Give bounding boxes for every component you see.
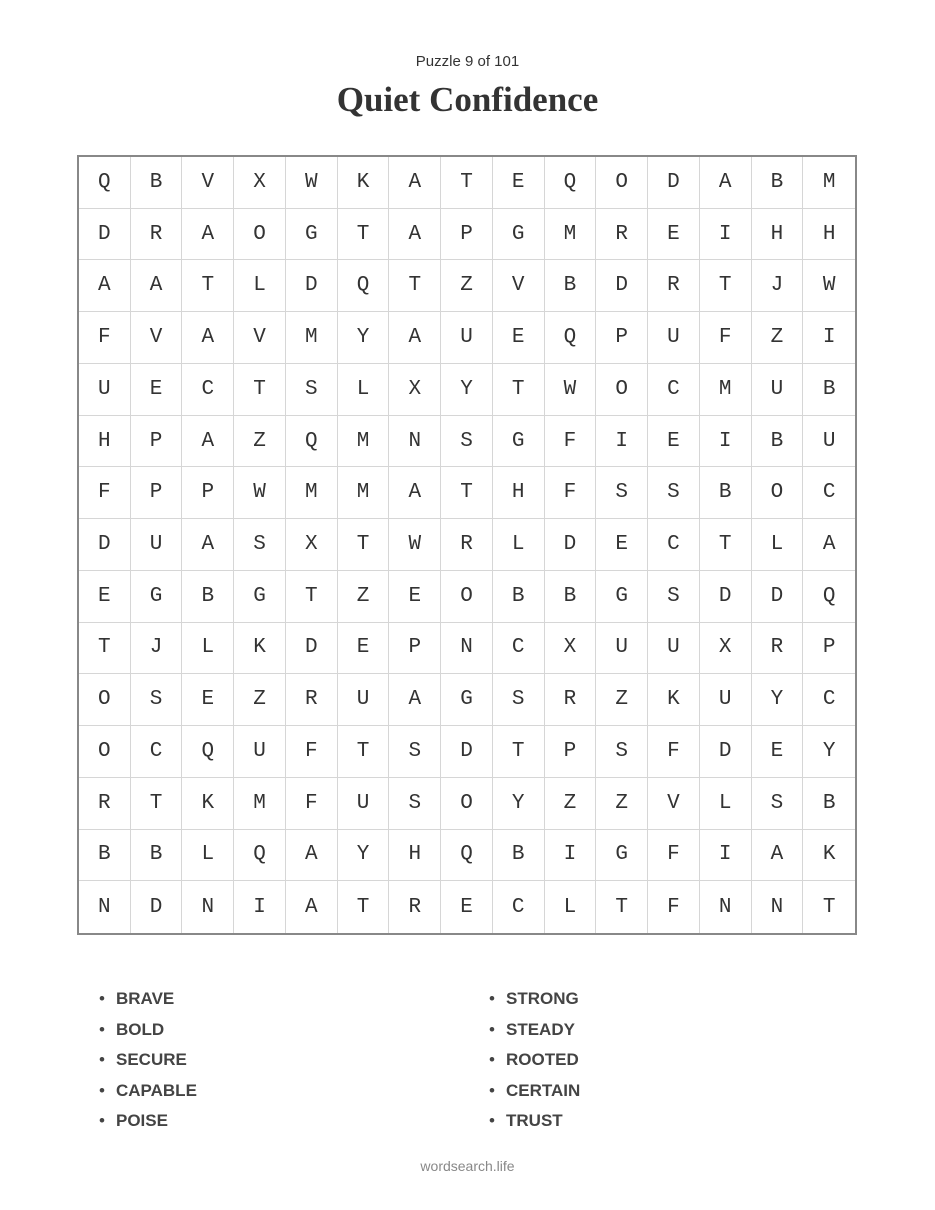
grid-cell: D xyxy=(286,623,338,675)
grid-cell: Y xyxy=(338,312,390,364)
grid-cell: K xyxy=(648,674,700,726)
grid-cell: Q xyxy=(338,260,390,312)
grid-cell: M xyxy=(803,157,855,209)
grid-cell: S xyxy=(441,416,493,468)
grid-cell: M xyxy=(700,364,752,416)
grid-cell: V xyxy=(131,312,183,364)
grid-cell: I xyxy=(700,209,752,261)
bullet-icon: • xyxy=(489,1080,495,1100)
grid-cell: A xyxy=(389,312,441,364)
grid-cell: V xyxy=(234,312,286,364)
grid-cell: R xyxy=(648,260,700,312)
grid-cell: Q xyxy=(79,157,131,209)
grid-cell: T xyxy=(441,467,493,519)
grid-cell: K xyxy=(803,830,855,882)
grid-cell: T xyxy=(338,881,390,933)
grid-cell: E xyxy=(493,157,545,209)
grid-cell: D xyxy=(79,519,131,571)
bullet-icon: • xyxy=(99,1019,105,1039)
grid-cell: S xyxy=(493,674,545,726)
grid-cell: R xyxy=(441,519,493,571)
grid-cell: D xyxy=(79,209,131,261)
bullet-icon: • xyxy=(489,1111,495,1130)
grid-cell: K xyxy=(234,623,286,675)
grid-cell: L xyxy=(338,364,390,416)
grid-cell: T xyxy=(338,519,390,571)
grid-cell: B xyxy=(131,830,183,882)
grid-cell: A xyxy=(286,881,338,933)
word-list-right xyxy=(489,985,580,1138)
grid-cell: I xyxy=(700,416,752,468)
grid-cell: D xyxy=(648,157,700,209)
grid-cell: B xyxy=(79,830,131,882)
grid-cell: Z xyxy=(234,674,286,726)
grid-cell: H xyxy=(79,416,131,468)
grid-cell: V xyxy=(648,778,700,830)
grid-cell: Q xyxy=(234,830,286,882)
grid-cell: T xyxy=(131,778,183,830)
grid-cell: L xyxy=(545,881,597,933)
grid-cell: X xyxy=(700,623,752,675)
grid-cell: U xyxy=(752,364,804,416)
word-text: BOLD xyxy=(116,1019,165,1039)
grid-cell: O xyxy=(752,467,804,519)
grid-cell: F xyxy=(648,881,700,933)
grid-cell: M xyxy=(286,312,338,364)
grid-cell: W xyxy=(803,260,855,312)
grid-cell: T xyxy=(286,571,338,623)
grid-cell: U xyxy=(441,312,493,364)
grid-cell: T xyxy=(338,726,390,778)
page-title: Quiet Confidence xyxy=(336,80,599,119)
grid-cell: E xyxy=(389,571,441,623)
grid-cell: R xyxy=(752,623,804,675)
grid-cell: L xyxy=(493,519,545,571)
grid-cell: F xyxy=(648,726,700,778)
grid-cell: L xyxy=(234,260,286,312)
grid-cell: D xyxy=(441,726,493,778)
grid-cell: S xyxy=(596,467,648,519)
grid-cell: F xyxy=(700,312,752,364)
grid-cell: S xyxy=(648,467,700,519)
grid-cell: P xyxy=(545,726,597,778)
grid-cell: T xyxy=(493,726,545,778)
grid-cell: U xyxy=(338,778,390,830)
grid-cell: A xyxy=(389,674,441,726)
word-list-item xyxy=(489,1107,580,1138)
grid-cell: E xyxy=(182,674,234,726)
grid-cell: V xyxy=(182,157,234,209)
grid-cell: D xyxy=(596,260,648,312)
grid-cell: T xyxy=(389,260,441,312)
grid-cell: S xyxy=(286,364,338,416)
grid-cell: Q xyxy=(545,157,597,209)
grid-cell: D xyxy=(700,726,752,778)
grid-cell: R xyxy=(286,674,338,726)
word-text: BRAVE xyxy=(116,989,175,1008)
grid-cell: G xyxy=(596,571,648,623)
grid-cell: P xyxy=(131,416,183,468)
word-text: STRONG xyxy=(506,989,579,1008)
grid-cell: P xyxy=(441,209,493,261)
grid-cell: E xyxy=(441,881,493,933)
word-text: CERTAIN xyxy=(506,1080,581,1100)
grid-cell: C xyxy=(493,623,545,675)
grid-cell: A xyxy=(389,209,441,261)
footer-site: wordsearch.life xyxy=(420,1158,515,1174)
grid-cell: F xyxy=(545,467,597,519)
grid-cell: F xyxy=(79,312,131,364)
grid-cell: Q xyxy=(182,726,234,778)
letter-grid xyxy=(77,155,857,935)
grid-cell: S xyxy=(648,571,700,623)
grid-cell: C xyxy=(648,364,700,416)
grid-cell: L xyxy=(182,623,234,675)
word-text: SECURE xyxy=(116,1050,187,1069)
grid-cell: P xyxy=(389,623,441,675)
grid-cell: P xyxy=(182,467,234,519)
bullet-icon: • xyxy=(99,1111,105,1130)
grid-cell: H xyxy=(389,830,441,882)
grid-cell: F xyxy=(648,830,700,882)
grid-cell: D xyxy=(131,881,183,933)
grid-cell: C xyxy=(803,674,855,726)
bullet-icon: • xyxy=(99,989,105,1008)
grid-cell: O xyxy=(441,571,493,623)
grid-cell: B xyxy=(752,157,804,209)
grid-cell: F xyxy=(79,467,131,519)
grid-cell: U xyxy=(700,674,752,726)
puzzle-number: Puzzle 9 of 101 xyxy=(415,53,520,70)
grid-cell: N xyxy=(389,416,441,468)
grid-cell: X xyxy=(234,157,286,209)
grid-cell: B xyxy=(545,571,597,623)
bullet-icon: • xyxy=(489,1019,495,1039)
grid-cell: E xyxy=(752,726,804,778)
grid-cell: T xyxy=(441,157,493,209)
grid-cell: T xyxy=(700,260,752,312)
grid-cell: S xyxy=(389,726,441,778)
grid-cell: S xyxy=(596,726,648,778)
grid-cell: B xyxy=(545,260,597,312)
word-list-item xyxy=(99,1016,197,1047)
grid-cell: A xyxy=(700,157,752,209)
grid-cell: B xyxy=(493,830,545,882)
grid-cell: L xyxy=(182,830,234,882)
grid-cell: I xyxy=(545,830,597,882)
grid-cell: U xyxy=(79,364,131,416)
grid-cell: S xyxy=(131,674,183,726)
grid-cell: A xyxy=(182,209,234,261)
grid-cell: F xyxy=(286,726,338,778)
grid-cell: P xyxy=(131,467,183,519)
grid-cell: A xyxy=(389,467,441,519)
word-list-left xyxy=(99,985,197,1138)
grid-cell: T xyxy=(822,895,836,919)
grid-cell: T xyxy=(338,209,390,261)
grid-cell: Y xyxy=(338,830,390,882)
grid-cell: Q xyxy=(441,830,493,882)
grid-cell: S xyxy=(389,778,441,830)
grid-cell: S xyxy=(752,778,804,830)
grid-cell: X xyxy=(286,519,338,571)
grid-cell: G xyxy=(596,830,648,882)
grid-cell: E xyxy=(648,416,700,468)
grid-cell: Z xyxy=(441,260,493,312)
grid-cell: W xyxy=(286,157,338,209)
grid-cell: A xyxy=(131,260,183,312)
grid-cell: X xyxy=(545,623,597,675)
grid-cell: Y xyxy=(803,726,855,778)
word-list-item xyxy=(489,985,580,1016)
grid-cell: R xyxy=(79,778,131,830)
grid-cell: W xyxy=(234,467,286,519)
grid-cell: E xyxy=(648,209,700,261)
grid-cell: G xyxy=(493,209,545,261)
grid-cell: H xyxy=(803,209,855,261)
grid-cell: I xyxy=(803,312,855,364)
grid-cell: O xyxy=(441,778,493,830)
grid-cell: I xyxy=(596,416,648,468)
grid-cell: M xyxy=(338,467,390,519)
grid-cell: A xyxy=(803,519,855,571)
word-list-item xyxy=(99,1077,197,1108)
grid-cell: M xyxy=(286,467,338,519)
grid-cell: Z xyxy=(234,416,286,468)
grid-cell: G xyxy=(234,571,286,623)
grid-cell: B xyxy=(182,571,234,623)
grid-cell: O xyxy=(596,157,648,209)
word-list-item xyxy=(99,1046,197,1077)
grid-cell: A xyxy=(752,830,804,882)
grid-cell: B xyxy=(493,571,545,623)
grid-cell: A xyxy=(389,157,441,209)
grid-cell: U xyxy=(648,312,700,364)
bullet-icon: • xyxy=(99,1080,105,1100)
grid-cell: B xyxy=(803,364,855,416)
grid-cell: O xyxy=(79,726,131,778)
grid-cell: B xyxy=(752,416,804,468)
grid-cell: F xyxy=(286,778,338,830)
grid-cell: F xyxy=(545,416,597,468)
grid-cell: N xyxy=(441,623,493,675)
grid-cell: H xyxy=(493,467,545,519)
word-text: TRUST xyxy=(506,1111,563,1130)
grid-cell: T xyxy=(596,881,648,933)
grid-cell: O xyxy=(596,364,648,416)
grid-cell: W xyxy=(545,364,597,416)
grid-cell: B xyxy=(131,157,183,209)
grid-cell: T xyxy=(79,623,131,675)
grid-cell: U xyxy=(596,623,648,675)
grid-cell: N xyxy=(182,881,234,933)
word-list-item xyxy=(99,1107,197,1138)
grid-cell: N xyxy=(79,881,131,933)
grid-cell: T xyxy=(234,364,286,416)
grid-cell: L xyxy=(752,519,804,571)
grid-cell: N xyxy=(700,881,752,933)
grid-cell: N xyxy=(752,881,804,933)
grid-cell: Z xyxy=(545,778,597,830)
grid-cell: T xyxy=(182,260,234,312)
grid-cell: R xyxy=(131,209,183,261)
grid-cell: U xyxy=(648,623,700,675)
grid-cell: A xyxy=(182,312,234,364)
grid-cell: C xyxy=(648,519,700,571)
word-text: STEADY xyxy=(506,1019,575,1039)
grid-cell: Q xyxy=(286,416,338,468)
grid-cell: S xyxy=(234,519,286,571)
grid-cell: C xyxy=(182,364,234,416)
grid-cell: V xyxy=(493,260,545,312)
grid-cell: D xyxy=(286,260,338,312)
grid-cell: D xyxy=(545,519,597,571)
grid-cell: Z xyxy=(752,312,804,364)
word-list-item xyxy=(489,1077,580,1108)
grid-cell: P xyxy=(596,312,648,364)
grid-cell: E xyxy=(493,312,545,364)
grid-cell: P xyxy=(803,623,855,675)
grid-cell: B xyxy=(700,467,752,519)
grid-cell: W xyxy=(389,519,441,571)
grid-cell: R xyxy=(545,674,597,726)
grid-cell: Z xyxy=(338,571,390,623)
grid-cell: E xyxy=(131,364,183,416)
grid-cell: M xyxy=(338,416,390,468)
grid-cell: T xyxy=(700,519,752,571)
grid-cell: C xyxy=(803,467,855,519)
grid-cell: G xyxy=(286,209,338,261)
grid-cell: G xyxy=(441,674,493,726)
grid-cell: A xyxy=(182,416,234,468)
grid-cell: I xyxy=(700,830,752,882)
grid-cell: Z xyxy=(596,778,648,830)
grid-cell: R xyxy=(389,881,441,933)
grid-cell: Q xyxy=(545,312,597,364)
grid-cell: E xyxy=(596,519,648,571)
grid-cell: E xyxy=(338,623,390,675)
grid-cell: Y xyxy=(493,778,545,830)
grid-cell: J xyxy=(131,623,183,675)
grid-cell: Z xyxy=(596,674,648,726)
bullet-icon: • xyxy=(489,1050,495,1069)
grid-cell: D xyxy=(700,571,752,623)
grid-cell: X xyxy=(389,364,441,416)
grid-cell: M xyxy=(545,209,597,261)
bullet-icon: • xyxy=(489,989,495,1008)
grid-cell: J xyxy=(752,260,804,312)
grid-cell: I xyxy=(234,881,286,933)
grid-cell: H xyxy=(752,209,804,261)
grid-cell: O xyxy=(79,674,131,726)
grid-cell: G xyxy=(493,416,545,468)
word-list-item xyxy=(489,1046,580,1077)
word-list-item xyxy=(99,985,197,1016)
grid-cell: B xyxy=(803,778,855,830)
word-text: ROOTED xyxy=(506,1050,579,1069)
grid-cell: R xyxy=(596,209,648,261)
grid-cell: E xyxy=(79,571,131,623)
grid-cell: U xyxy=(803,416,855,468)
grid-cell: M xyxy=(234,778,286,830)
grid-cell: U xyxy=(338,674,390,726)
grid-cell: A xyxy=(79,260,131,312)
word-text: CAPABLE xyxy=(116,1080,197,1100)
grid-cell: K xyxy=(182,778,234,830)
grid-cell: A xyxy=(286,830,338,882)
grid-cell: C xyxy=(131,726,183,778)
grid-cell: Y xyxy=(441,364,493,416)
grid-cell: T xyxy=(493,364,545,416)
bullet-icon: • xyxy=(99,1050,105,1069)
word-text: POISE xyxy=(116,1111,168,1130)
grid-cell: G xyxy=(131,571,183,623)
grid-cell: K xyxy=(338,157,390,209)
grid-cell: O xyxy=(234,209,286,261)
grid-cell: L xyxy=(700,778,752,830)
word-list-item xyxy=(489,1016,580,1047)
grid-cell: A xyxy=(182,519,234,571)
grid-cell: Q xyxy=(803,571,855,623)
grid-cell: D xyxy=(752,571,804,623)
grid-cell: U xyxy=(131,519,183,571)
grid-cell: Y xyxy=(752,674,804,726)
grid-cell: C xyxy=(493,881,545,933)
grid-cell: U xyxy=(234,726,286,778)
